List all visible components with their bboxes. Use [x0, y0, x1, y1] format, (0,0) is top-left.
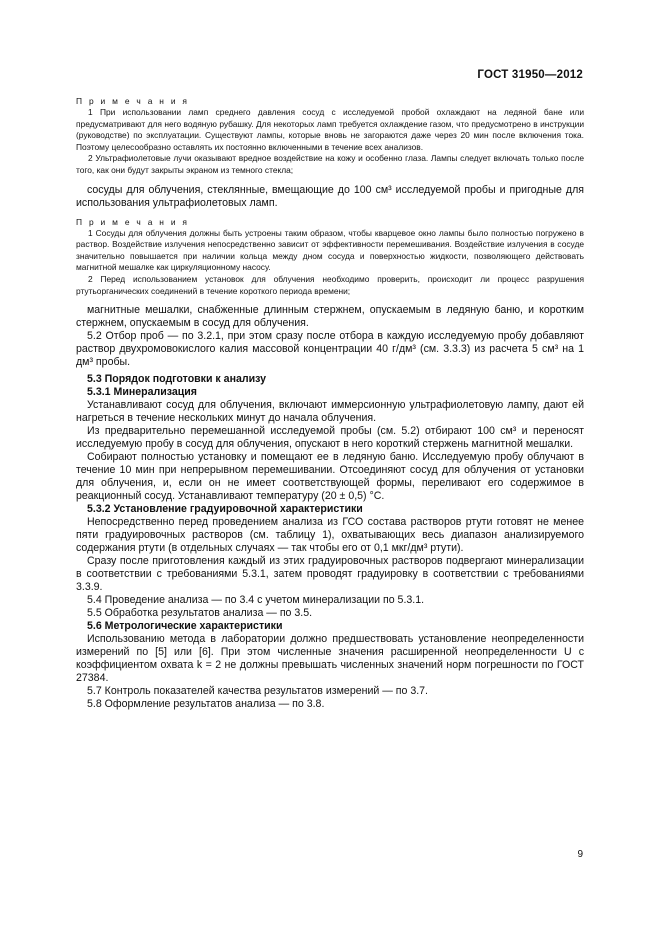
page-content [76, 96, 584, 711]
paragraph: Непосредственно перед проведением анализа из ГСО состава растворов ртути готовят не менее пяти градуировочных растворов (см. таблицу 1), охватывающих весь диапазон анализируемого содержания ртути (в отдельных случаях — так чтобы его от 0,1 мкг/дм³ ртути). [76, 516, 584, 555]
note-item: 2 Ультрафиолетовые лучи оказывают вредное воздействие на кожу и особенно глаза. Лампы следует включать только после того, как они будут закрыты экраном из темного стекла; [76, 153, 584, 175]
heading-5-3: 5.3 Порядок подготовки к анализу [87, 373, 266, 386]
paragraph: Из предварительно перемешанной исследуемой пробы (см. 5.2) отбирают 100 см³ и переносят исследуемую пробу в сосуд для облучения, опускают в него короткий стержень магнитной мешалки. [76, 425, 584, 451]
note-item: 1 Сосуды для облучения должны быть устроены таким образом, чтобы кварцевое окно лампы было полностью погружено в раствор. Воздействие излучения непосредственно зависит от эффективности перемешивания. Воздействие излучения в сосуде значительно повышается при наличии кольца между дном сосуда и поверхностью жидкости, позволяющего действовать магнитной мешалке как циркуляционному насосу. [76, 227, 584, 273]
page-number: 9 [577, 849, 583, 860]
note-item: 1 При использовании ламп среднего давления сосуд с исследуемой пробой охлаждают на ледяной бане или предусматривают для него водяную рубашку. Для некоторых ламп требуется охлаждение газом, что предусмотрено в инструкции (руководстве) по эксплуатации. Существуют лампы, которые вновь не загораются даже через 20 мин после включения тока. Поэтому целесообразно оставлять их постоянно включенными в течение всех анализов. [76, 107, 584, 152]
note-item: 2 Перед использованием установок для облучения необходимо проверить, происходит ли процесс разрушения ртутьорганических соединений в течение короткого периода времени; [76, 273, 584, 296]
paragraph-stirrers: магнитные мешалки, снабженные длинным стержнем, опускаемым в ледяную баню, и коротким стержнем, опускаемым в сосуд для облучения. [76, 304, 584, 330]
paragraph-5-4: 5.4 Проведение анализа — по 3.4 с учетом минерализации по 5.3.1. [87, 594, 425, 607]
paragraph: Сразу после приготовления каждый из этих градуировочных растворов подвергают минерализации в соответствии с требованиями 5.3.1, затем проводят градуировку в соответствии с требованиями 3.3.9. [76, 555, 584, 594]
notes-title: П р и м е ч а н и я [76, 96, 190, 106]
notes-title: П р и м е ч а н и я [76, 216, 190, 227]
paragraph-5-2: 5.2 Отбор проб — по 3.2.1, при этом сразу после отбора в каждую исследуемую пробу добавляют раствор двухромовокислого калия массовой концентрации 40 г/дм³ (см. 3.3.3) из расчета 5 см³ на 1 дм³ пробы. [76, 330, 584, 369]
heading-5-3-1: 5.3.1 Минерализация [87, 386, 197, 399]
paragraph-5-5: 5.5 Обработка результатов анализа — по 3.5. [87, 607, 313, 620]
paragraph: Устанавливают сосуд для облучения, включают иммерсионную ультрафиолетовую лампу, дают ей нагреться в течение нескольких минут до начала облучения. [76, 399, 584, 425]
document-id: ГОСТ 31950—2012 [477, 69, 583, 81]
heading-5-3-2: 5.3.2 Установление градуировочной характеристики [87, 503, 363, 516]
paragraph-5-7: 5.7 Контроль показателей качества результатов измерений — по 3.7. [87, 685, 429, 698]
paragraph: Использованию метода в лаборатории должно предшествовать установление неопределенности измерений по [5] или [6]. При этом численные значения расширенной неопределенности U с коэффициентом охвата k = 2 не должны превышать численных значений норм погрешности по ГОСТ 27384. [76, 633, 584, 685]
paragraph-vessels: сосуды для облучения, стеклянные, вмещающие до 100 см³ исследуемой пробы и пригодные для использования ультрафиолетовых ламп. [76, 183, 584, 209]
paragraph-5-8: 5.8 Оформление результатов анализа — по 3.8. [87, 698, 325, 711]
heading-5-6: 5.6 Метрологические характеристики [87, 620, 283, 633]
paragraph: Собирают полностью установку и помещают ее в ледяную баню. Исследуемую пробу облучают в течение 10 мин при непрерывном перемешивании. Отсоединяют сосуд для облучения от установки для облучения, и, если он не имеет соответствующей формы, переливают его содержимое в реакционный сосуд. Устанавливают температуру (20 ± 0,5) °С. [76, 451, 584, 503]
